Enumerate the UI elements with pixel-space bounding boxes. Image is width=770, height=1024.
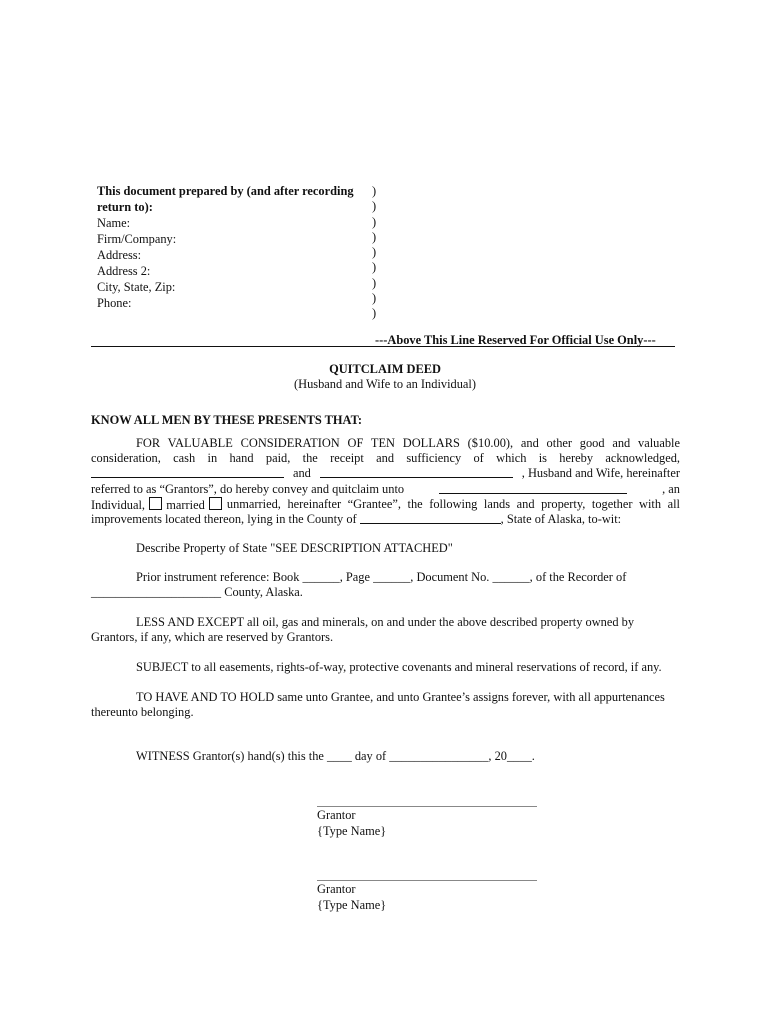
preparer-phone-label: Phone: bbox=[97, 296, 132, 310]
type-name-label: {Type Name} bbox=[317, 824, 387, 838]
paren: ) bbox=[372, 184, 377, 198]
paren: ) bbox=[372, 260, 377, 275]
grantors-text: referred to as “Grantors”, do hereby convey and quitclaim unto bbox=[91, 481, 405, 496]
paren: ) bbox=[372, 229, 377, 244]
individual-text: Individual, bbox=[91, 497, 146, 512]
grantor-1-blank[interactable] bbox=[91, 466, 284, 478]
signature-block-2 bbox=[317, 882, 386, 914]
prior-reference-line-1: Prior instrument reference: Book ______, Page ______, Document No. ______, of the Recorder of bbox=[136, 570, 627, 584]
prior-reference-line-2: _____________________ County, Alaska. bbox=[91, 585, 303, 599]
unmarried-checkbox[interactable] bbox=[209, 497, 222, 510]
preparer-block bbox=[97, 184, 377, 312]
and-text: and bbox=[292, 466, 311, 481]
paren: ) bbox=[372, 306, 377, 321]
grantor-2-blank[interactable] bbox=[320, 466, 513, 478]
paren: ) bbox=[372, 199, 377, 214]
habendum-line-2: thereunto belonging. bbox=[91, 705, 194, 719]
county-blank[interactable] bbox=[360, 512, 501, 524]
paren: ) bbox=[372, 245, 377, 260]
signature-block-1 bbox=[317, 808, 386, 840]
paren: ) bbox=[372, 291, 377, 306]
subject-clause: SUBJECT to all easements, rights-of-way, protective covenants and mineral reservations of record, if any. bbox=[136, 660, 662, 674]
witness-clause: WITNESS Grantor(s) hand(s) this the ____ day of ________________, 20____. bbox=[136, 749, 535, 763]
type-name-label: {Type Name} bbox=[317, 898, 387, 912]
paren: ) bbox=[372, 214, 377, 229]
grantor-label: Grantor bbox=[317, 808, 356, 822]
preparer-address-label: Address: bbox=[97, 248, 142, 262]
preparer-address2-label: Address 2: bbox=[97, 264, 151, 278]
grantor-label: Grantor bbox=[317, 882, 356, 896]
husband-wife-text: , Husband and Wife, hereinafter bbox=[521, 466, 680, 481]
habendum-line-1: TO HAVE AND TO HOLD same unto Grantee, and unto Grantee’s assigns forever, with all appurtenances bbox=[136, 690, 665, 704]
signature-line-1[interactable] bbox=[317, 806, 537, 807]
grantee-blank[interactable] bbox=[439, 482, 627, 494]
describe-property: Describe Property of State "SEE DESCRIPTION ATTACHED" bbox=[136, 541, 453, 555]
official-use-line: ---Above This Line Reserved For Official Use Only--- bbox=[375, 333, 656, 347]
consideration-paragraph bbox=[91, 436, 680, 527]
consideration-line-1: FOR VALUABLE CONSIDERATION OF TEN DOLLARS ($10.00), and other good and valuable bbox=[136, 436, 680, 450]
signature-line-2[interactable] bbox=[317, 880, 537, 881]
preparer-name-label: Name: bbox=[97, 216, 131, 230]
know-all-heading: KNOW ALL MEN BY THESE PRESENTS THAT: bbox=[91, 413, 363, 427]
unmarried-text: unmarried, hereinafter “Grantee”, the following lands and property, together with all bbox=[226, 496, 680, 511]
recording-divider bbox=[91, 346, 675, 347]
county-text: improvements located thereon, lying in the County of bbox=[91, 511, 357, 526]
preparer-heading-cont: return to): bbox=[97, 200, 153, 214]
paren-column bbox=[372, 184, 384, 322]
state-text: , State of Alaska, to-wit: bbox=[500, 511, 622, 526]
consideration-line-2: consideration, cash in hand paid, the receipt and sufficiency of which is hereby acknowledged, bbox=[91, 451, 680, 466]
deed-title: QUITCLAIM DEED bbox=[329, 362, 441, 376]
married-label: married bbox=[166, 497, 205, 512]
married-checkbox[interactable] bbox=[149, 497, 162, 510]
an-text: , an bbox=[662, 481, 680, 496]
less-except-line-1: LESS AND EXCEPT all oil, gas and minerals, on and under the above described property owned by bbox=[136, 615, 635, 629]
preparer-heading: This document prepared by (and after recording bbox=[97, 184, 354, 198]
preparer-city-label: City, State, Zip: bbox=[97, 280, 176, 294]
preparer-firm-label: Firm/Company: bbox=[97, 232, 177, 246]
deed-subtitle: (Husband and Wife to an Individual) bbox=[294, 377, 476, 391]
less-except-line-2: Grantors, if any, which are reserved by Grantors. bbox=[91, 630, 334, 644]
paren: ) bbox=[372, 275, 377, 290]
